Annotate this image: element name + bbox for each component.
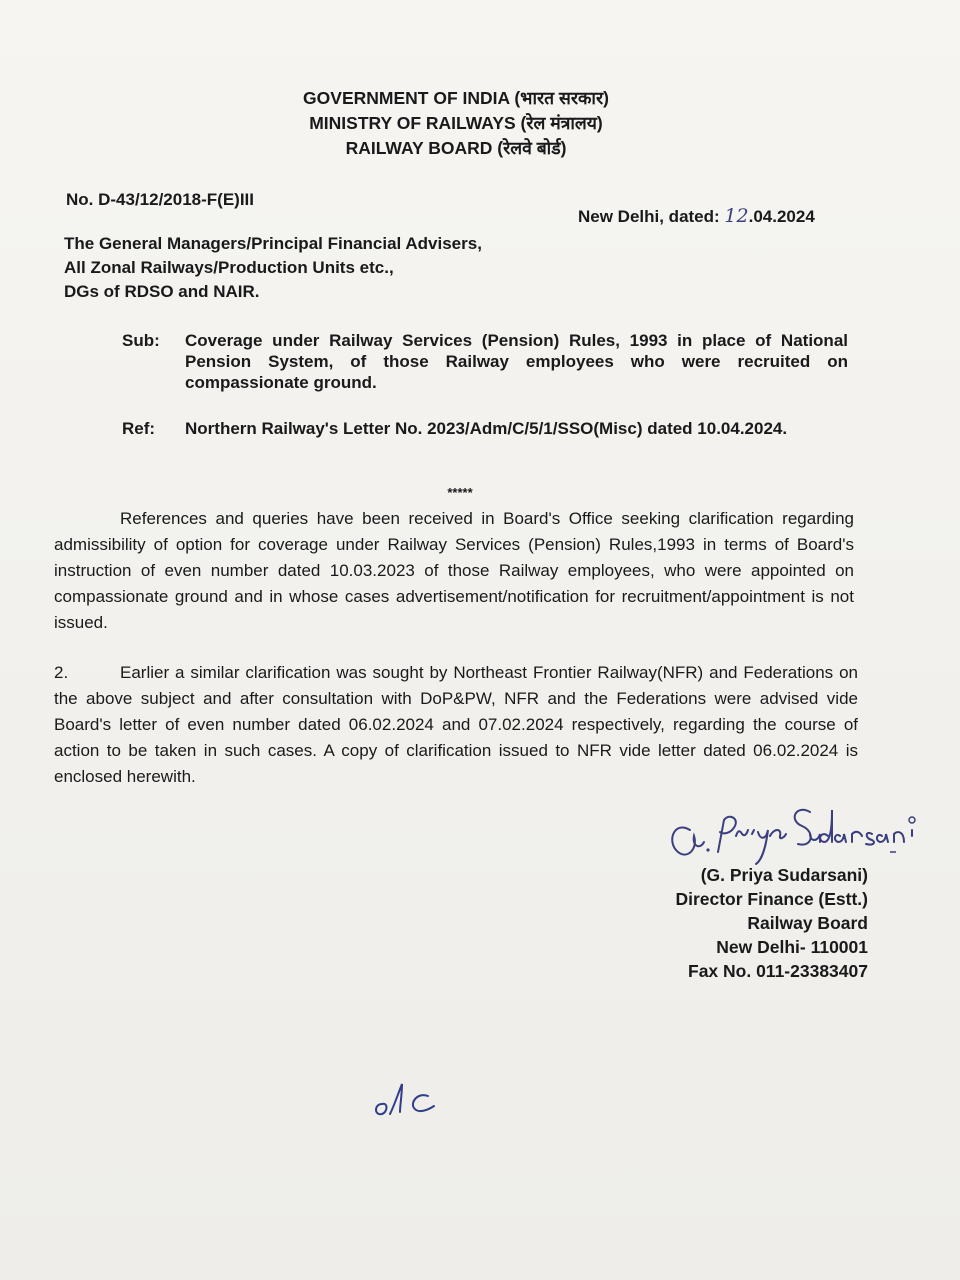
letter-date bbox=[578, 205, 815, 227]
reference-label: Ref: bbox=[122, 419, 156, 438]
subject-text: Coverage under Railway Services (Pension) Rules, 1993 in place of National Pension System, of those Railway employees who were recruited on compassionate ground. bbox=[185, 331, 848, 392]
addressee-block bbox=[64, 232, 482, 304]
paragraph-1-text: References and queries have been received in Board's Office seeking clarification regarding admissibility of option for coverage under Railway Services (Pension) Rules,1993 in terms of Board's instruction of even number dated 10.03.2023 of those Railway employees, who were appointed on compassionate ground and in whose cases advertisement/notification for recruitment/appointment is not issued. bbox=[54, 509, 854, 632]
signatory-designation: Director Finance (Estt.) bbox=[675, 889, 868, 909]
letterhead-board: RAILWAY BOARD (रेलवे बोर्ड) bbox=[345, 138, 567, 158]
paragraph-1 bbox=[54, 506, 854, 636]
reference-block bbox=[122, 418, 848, 439]
date-rest: .04.2024 bbox=[748, 207, 815, 226]
signatory-name: (G. Priya Sudarsani) bbox=[700, 865, 868, 885]
separator: ***** bbox=[447, 485, 473, 500]
signatory-fax: Fax No. 011-23383407 bbox=[688, 961, 868, 981]
letterhead-government: GOVERNMENT OF INDIA (भारत सरकार) bbox=[303, 88, 609, 108]
paragraph-2-number: 2. bbox=[54, 663, 69, 682]
paragraph-2 bbox=[54, 660, 858, 790]
paragraph-2-text: Earlier a similar clarification was sought by Northeast Frontier Railway(NFR) and Federations on the above subject and after consultation with DoP&PW, NFR and the Federations were advised vide Board's letter of even number dated 06.02.2024 and 07.02.2024 respectively, regarding the course of action to be taken in such cases. A copy of clarification issued to NFR vide letter dated 06.02.2024 is enclosed herewith. bbox=[54, 663, 858, 786]
reference-text: Northern Railway's Letter No. 2023/Adm/C/5/1/SSO(Misc) dated 10.04.2024. bbox=[185, 419, 788, 438]
signatory-city: New Delhi- 110001 bbox=[716, 937, 868, 957]
date-prefix: New Delhi, dated: bbox=[578, 207, 725, 226]
letter-number: No. D-43/12/2018-F(E)III bbox=[66, 190, 255, 209]
signatory-office: Railway Board bbox=[747, 913, 868, 933]
addressee-line: The General Managers/Principal Financial Advisers, bbox=[64, 234, 482, 253]
subject-block bbox=[122, 330, 848, 393]
handwritten-oc-annotation bbox=[368, 1078, 448, 1118]
addressee-line: DGs of RDSO and NAIR. bbox=[64, 282, 260, 301]
addressee-line: All Zonal Railways/Production Units etc., bbox=[64, 258, 394, 277]
date-day-handwritten: 12 bbox=[724, 205, 749, 227]
subject-label: Sub: bbox=[122, 331, 160, 350]
letterhead-ministry: MINISTRY OF RAILWAYS (रेल मंत्रालय) bbox=[309, 113, 603, 133]
letterhead bbox=[0, 86, 912, 161]
signatory-block bbox=[675, 863, 868, 983]
handwritten-signature bbox=[660, 790, 930, 870]
